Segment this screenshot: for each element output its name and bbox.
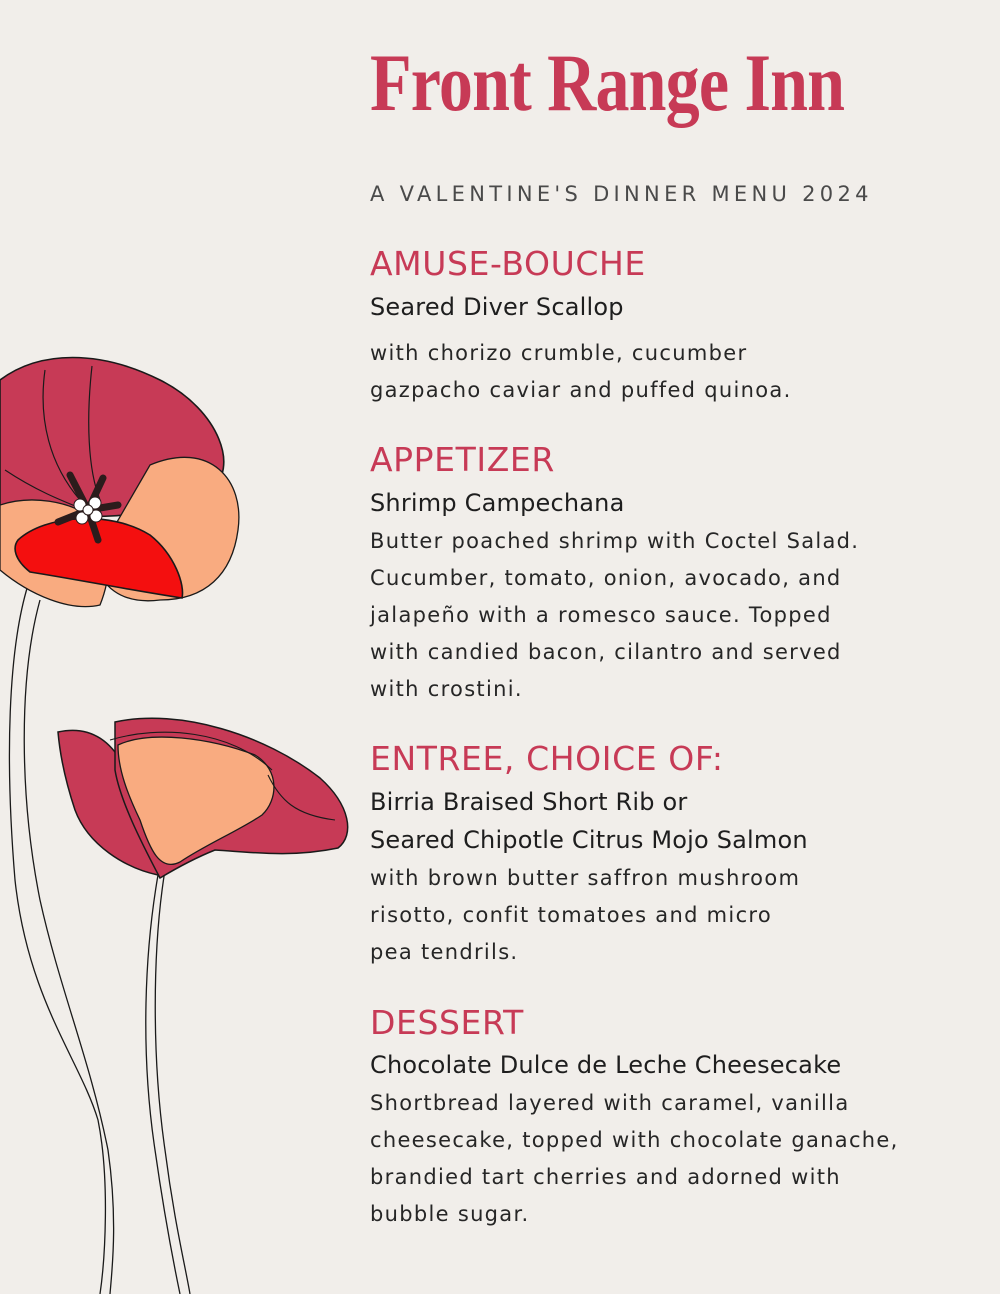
dish-description-line: with candied bacon, cilantro and served bbox=[370, 640, 842, 664]
poppy-stems-icon bbox=[9, 585, 190, 1294]
dish-name: Seared Chipotle Citrus Mojo Salmon bbox=[370, 826, 808, 854]
menu-subtitle: A VALENTINE'S DINNER MENU 2024 bbox=[370, 182, 873, 206]
poppy-bud-icon bbox=[58, 718, 348, 878]
dish-description-line: gazpacho caviar and puffed quinoa. bbox=[370, 378, 792, 402]
dish-name: Shrimp Campechana bbox=[370, 489, 625, 517]
section-title-entree: ENTREE, CHOICE OF: bbox=[370, 739, 724, 778]
section-title-dessert: DESSERT bbox=[370, 1003, 524, 1042]
section-title-amuse-bouche: AMUSE-BOUCHE bbox=[370, 244, 646, 283]
section-title-appetizer: APPETIZER bbox=[370, 440, 555, 479]
dish-description-line: Cucumber, tomato, onion, avocado, and bbox=[370, 566, 842, 590]
dish-description-line: brandied tart cherries and adorned with bbox=[370, 1165, 841, 1189]
dish-name: Seared Diver Scallop bbox=[370, 293, 624, 321]
dish-description-line: with chorizo crumble, cucumber bbox=[370, 341, 748, 365]
poppy-flower-icon bbox=[0, 358, 239, 607]
dish-description-line: risotto, confit tomatoes and micro bbox=[370, 903, 773, 927]
dish-name: Birria Braised Short Rib or bbox=[370, 788, 688, 816]
dish-description-line: pea tendrils. bbox=[370, 940, 519, 964]
dish-description-line: bubble sugar. bbox=[370, 1202, 530, 1226]
dish-description-line: jalapeño with a romesco sauce. Topped bbox=[370, 603, 832, 627]
dish-description-line: with brown butter saffron mushroom bbox=[370, 866, 801, 890]
dish-description-line: Butter poached shrimp with Coctel Salad. bbox=[370, 529, 860, 553]
dish-description-line: cheesecake, topped with chocolate ganache, bbox=[370, 1128, 899, 1152]
dish-name: Chocolate Dulce de Leche Cheesecake bbox=[370, 1051, 842, 1079]
dish-description-line: with crostini. bbox=[370, 677, 523, 701]
poppy-illustration bbox=[0, 0, 360, 1294]
restaurant-title: Front Range Inn bbox=[370, 37, 845, 128]
dish-description-line: Shortbread layered with caramel, vanilla bbox=[370, 1091, 850, 1115]
